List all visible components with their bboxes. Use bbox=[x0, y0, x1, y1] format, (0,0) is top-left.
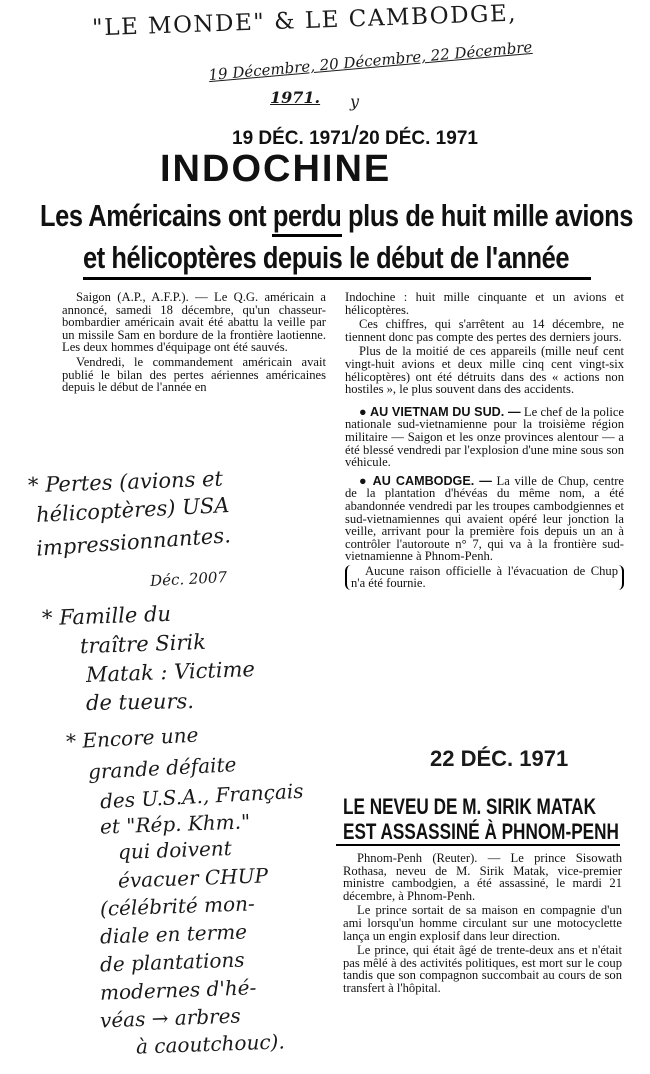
section-cambodge-text: La ville de Chup, centre de la plantation d'hévéas du même nom, a été abandonnée vendredi par les troupes cambodgiennes et sud-vietnamiennes qui avaient opéré leur jonction la veille, arrivant pour la première fois depuis un an à contrôler l'autoroute n° 7, qui va à la frontière sud-vietnamienne à Phnom-Penh. bbox=[345, 473, 624, 564]
article1-kicker: INDOCHINE bbox=[160, 148, 392, 190]
note-line: évacuer CHUP bbox=[117, 863, 269, 893]
section-cambodge-title: ● AU CAMBODGE. — bbox=[359, 473, 492, 488]
note-date: Déc. 2007 bbox=[149, 567, 228, 591]
date-stamp-top bbox=[232, 120, 478, 151]
article1-headline-underline2 bbox=[83, 277, 591, 280]
article2-headline-line2: EST ASSASSINÉ À PHNOM-PENH bbox=[343, 819, 619, 844]
article1-left-paragraph: Saigon (A.P., A.F.P.). — Le Q.G. américain a annoncé, samedi 18 décembre, qu'un chasseur-bombardier américain avait été abattu la veille par un missile Sam en bordure de la frontière laotienne. Les deux hommes d'équipage ont été sauvés. bbox=[62, 290, 326, 355]
date-stamp-a: 19 DÉC. 1971 bbox=[232, 128, 352, 149]
note-line: de tueurs. bbox=[85, 689, 195, 715]
note-line: de plantations bbox=[99, 947, 245, 977]
article2-headline-rule bbox=[336, 844, 620, 846]
article2-paragraph: Le prince sortait de sa maison en compagnie d'un ami lorsqu'un homme circulant sur une motocyclette lança un engin explosif dans leur direction. bbox=[343, 903, 622, 943]
date-stamp-bottom: 22 DÉC. 1971 bbox=[430, 746, 569, 771]
handwritten-header-year: 1971. bbox=[270, 88, 321, 107]
article1-right-paragraph: Ces chiffres, qui s'arrêtent au 14 décembre, ne tiennent donc pas compte des pertes des derniers jours. bbox=[345, 317, 624, 344]
section-cambodge-conclusion: Aucune raison officielle à l'évacuation de Chup n'a été fournie. bbox=[345, 565, 624, 590]
note-line: qui doivent bbox=[117, 836, 233, 864]
note-line: modernes d'hé- bbox=[99, 975, 257, 1005]
note-line: diale en terme bbox=[99, 919, 248, 949]
note-line: hélicoptères) USA bbox=[35, 492, 230, 528]
note-line: * Pertes (avions et bbox=[27, 466, 224, 498]
note-line: impressionnantes. bbox=[35, 523, 232, 561]
handwritten-header-title: "LE MONDE" & LE CAMBODGE, bbox=[91, 0, 518, 42]
article1-headline-underline1 bbox=[272, 234, 342, 237]
section-vietnam bbox=[345, 406, 624, 469]
article1-left-column bbox=[62, 291, 326, 396]
article1-headline-line2: et hélicoptères depuis le début de l'année bbox=[83, 240, 570, 275]
note-line: Matak : Victime bbox=[85, 657, 256, 687]
section-cambodge bbox=[345, 475, 624, 563]
date-stamp-sep: / bbox=[351, 120, 359, 150]
date-stamp-b: 20 DÉC. 1971 bbox=[358, 128, 478, 149]
article1-right-paragraph: Indochine : huit mille cinquante et un avions et hélicoptères. bbox=[345, 290, 624, 317]
note-line: grande défaite bbox=[87, 752, 237, 784]
article2-paragraph: Le prince, qui était âgé de trente-deux ans et n'était pas mêlé à des activités politiques, est mort sur le coup tandis que son compagnon succombait au cours de son transfert à l'hôpital. bbox=[343, 943, 622, 995]
handwritten-header-dates: 19 Décembre, 20 Décembre, 22 Décembre bbox=[207, 37, 533, 85]
note-line: à caoutchouc). bbox=[135, 1029, 286, 1059]
note-line: * Encore une bbox=[65, 722, 199, 754]
article2-paragraph: Phnom-Penh (Reuter). — Le prince Sisowath Rothasa, neveu de M. Sirik Matak, vice-premier ministre cambodgien, a été assassiné, le mardi 21 décembre, à Phnom-Penh. bbox=[343, 851, 622, 903]
note-line: * Famille du bbox=[41, 601, 172, 631]
note-line: (célébrité mon- bbox=[99, 891, 256, 921]
article2-body bbox=[343, 852, 622, 997]
article1-headline-line1: Les Américains ont perdu plus de huit mille avions bbox=[40, 198, 634, 233]
handwritten-checkmark: y bbox=[350, 92, 360, 111]
note-line: véas → arbres bbox=[99, 1003, 242, 1033]
note-line: et "Rép. Khm." bbox=[99, 809, 251, 839]
section-vietnam-title: ● AU VIETNAM DU SUD. — bbox=[359, 404, 521, 419]
section-vietnam-text: Le chef de la police nationale sud-vietnamienne pour la troisième région militaire — Saigon et les onze provinces alentour — a été blessé vendredi par l'explosion d'une mine sous son véhicule. bbox=[345, 404, 625, 470]
article2-headline-line1: LE NEVEU DE M. SIRIK MATAK bbox=[343, 794, 596, 819]
article1-left-paragraph: Vendredi, le commandement américain avait publié le bilan des pertes aériennes américaines depuis le début de l'année en bbox=[62, 354, 326, 395]
article1-right-column bbox=[345, 291, 624, 592]
article1-right-paragraph: Plus de la moitié de ces appareils (mille neuf cent vingt-huit avions et deux mille cinq cent vingt-six hélicoptères) ont été détruits dans des « actions non hostiles », le plus souvent dans des accidents. bbox=[345, 344, 624, 397]
note-line: traître Sirik bbox=[79, 629, 207, 659]
note-line: des U.S.A., Français bbox=[99, 778, 305, 814]
